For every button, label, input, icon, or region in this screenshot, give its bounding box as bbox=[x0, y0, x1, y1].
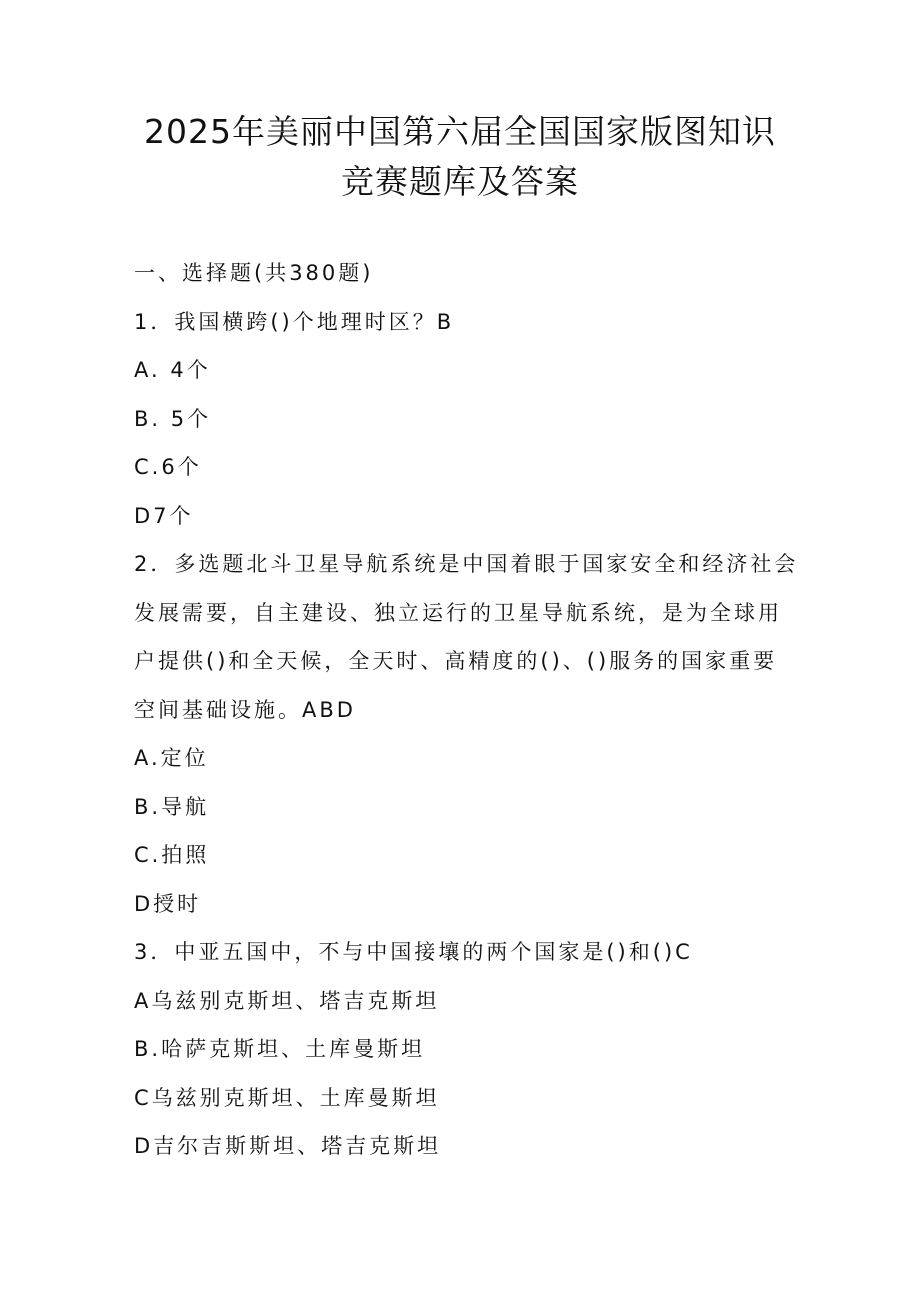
section-heading: 一、选择题(共380题) bbox=[134, 261, 374, 285]
option-d: D授时 bbox=[134, 891, 202, 916]
question-stem-line: 空间基础设施。ABD bbox=[134, 697, 356, 722]
question-stem-line: 发展需要，自主建设、独立运行的卫星导航系统，是为全球用 bbox=[134, 600, 782, 625]
option-b: B.哈萨克斯坦、土库曼斯坦 bbox=[134, 1037, 426, 1061]
question-block-1 bbox=[134, 307, 784, 550]
option-c: C.6个 bbox=[134, 455, 202, 479]
question-block-2 bbox=[134, 549, 799, 937]
option-b: B. 5个 bbox=[134, 406, 212, 431]
question-block-3 bbox=[134, 937, 784, 1180]
document-title-line-1: 2025年美丽中国第六届全国国家版图知识 bbox=[144, 112, 776, 151]
option-a: A. 4个 bbox=[134, 358, 211, 382]
option-d: D吉尔吉斯斯坦、塔吉克斯坦 bbox=[134, 1134, 442, 1158]
question-stem-line: 户提供()和全天候，全天时、高精度的()、()服务的国家重要 bbox=[134, 649, 778, 673]
option-a: A乌兹别克斯坦、塔吉克斯坦 bbox=[134, 988, 440, 1013]
question-stem-line: 3．中亚五国中，不与中国接壤的两个国家是()和()C bbox=[134, 940, 693, 964]
document-title-line-2: 竞赛题库及答案 bbox=[341, 162, 579, 201]
question-bank-content bbox=[134, 258, 799, 1180]
option-d: D7个 bbox=[134, 503, 194, 528]
option-a: A.定位 bbox=[134, 746, 209, 770]
option-c: C.拍照 bbox=[134, 843, 210, 867]
option-b: B.导航 bbox=[134, 794, 210, 819]
question-stem-line: 1．我国横跨()个地理时区？B bbox=[134, 309, 455, 334]
question-stem-line: 2．多选题北斗卫星导航系统是中国着眼于国家安全和经济社会 bbox=[134, 552, 799, 576]
option-c: C乌兹别克斯坦、土库曼斯坦 bbox=[134, 1085, 440, 1110]
